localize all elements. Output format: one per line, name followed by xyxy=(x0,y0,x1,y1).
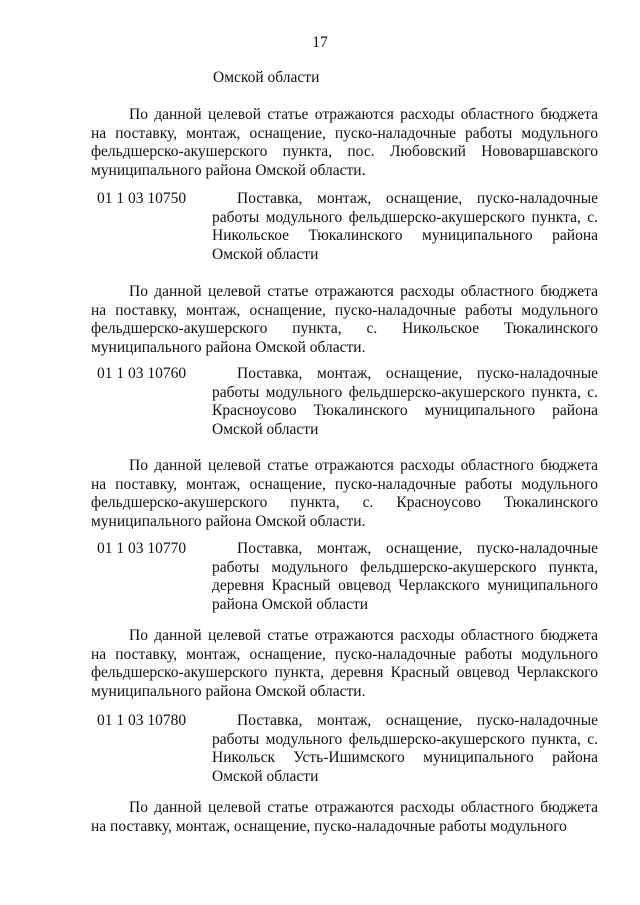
article-code: 01 1 03 10760 xyxy=(97,365,187,382)
article-description-paragraph: По данной целевой статье отражаются расходы областного бюджета на поставку, монтаж, оснащение, пуско-наладочные работы модульного фельдшерско-акушерского пункта, с. Красноусово Тюкалинского муниципального района Омской области. xyxy=(91,457,598,530)
article-code: 01 1 03 10770 xyxy=(97,540,187,557)
article-description-paragraph: По данной целевой статье отражаются расходы областного бюджета на поставку, монтаж, оснащение, пуско-наладочные работы модульного xyxy=(91,799,598,835)
intro-tail-text: Омской области xyxy=(213,69,320,86)
page-number: 17 xyxy=(312,34,328,51)
article-title: Поставка, монтаж, оснащение, пуско-наладочные работы модульного фельдшерско-акушерского пункта, с. Никольское Тюкалинского муниципального района Омской области xyxy=(212,190,598,263)
article-title: Поставка, монтаж, оснащение, пуско-наладочные работы модульного фельдшерско-акушерского пункта, с. Красноусово Тюкалинского муниципального района Омской области xyxy=(212,365,598,438)
article-title: Поставка, монтаж, оснащение, пуско-наладочные работы модульного фельдшерско-акушерского пункта, с. Никольск Усть-Ишимского муниципального района Омской области xyxy=(212,712,598,785)
article-code: 01 1 03 10780 xyxy=(97,712,187,729)
article-description-paragraph: По данной целевой статье отражаются расходы областного бюджета на поставку, монтаж, оснащение, пуско-наладочные работы модульного фельдшерско-акушерского пункта, пос. Любовский Нововаршавского муниципального района Омской области. xyxy=(91,106,598,179)
article-code: 01 1 03 10750 xyxy=(97,190,187,207)
article-description-paragraph: По данной целевой статье отражаются расходы областного бюджета на поставку, монтаж, оснащение, пуско-наладочные работы модульного фельдшерско-акушерского пункта, с. Никольское Тюкалинского муниципального района Омской области. xyxy=(91,283,598,356)
article-title: Поставка, монтаж, оснащение, пуско-наладочные работы модульного фельдшерско-акушерского пункта, деревня Красный овцевод Черлакского муниципального района Омской области xyxy=(212,540,598,613)
article-description-paragraph: По данной целевой статье отражаются расходы областного бюджета на поставку, монтаж, оснащение, пуско-наладочные работы модульного фельдшерско-акушерского пункта, деревня Красный овцевод Черлакского муниципального района Омской области. xyxy=(91,627,598,700)
